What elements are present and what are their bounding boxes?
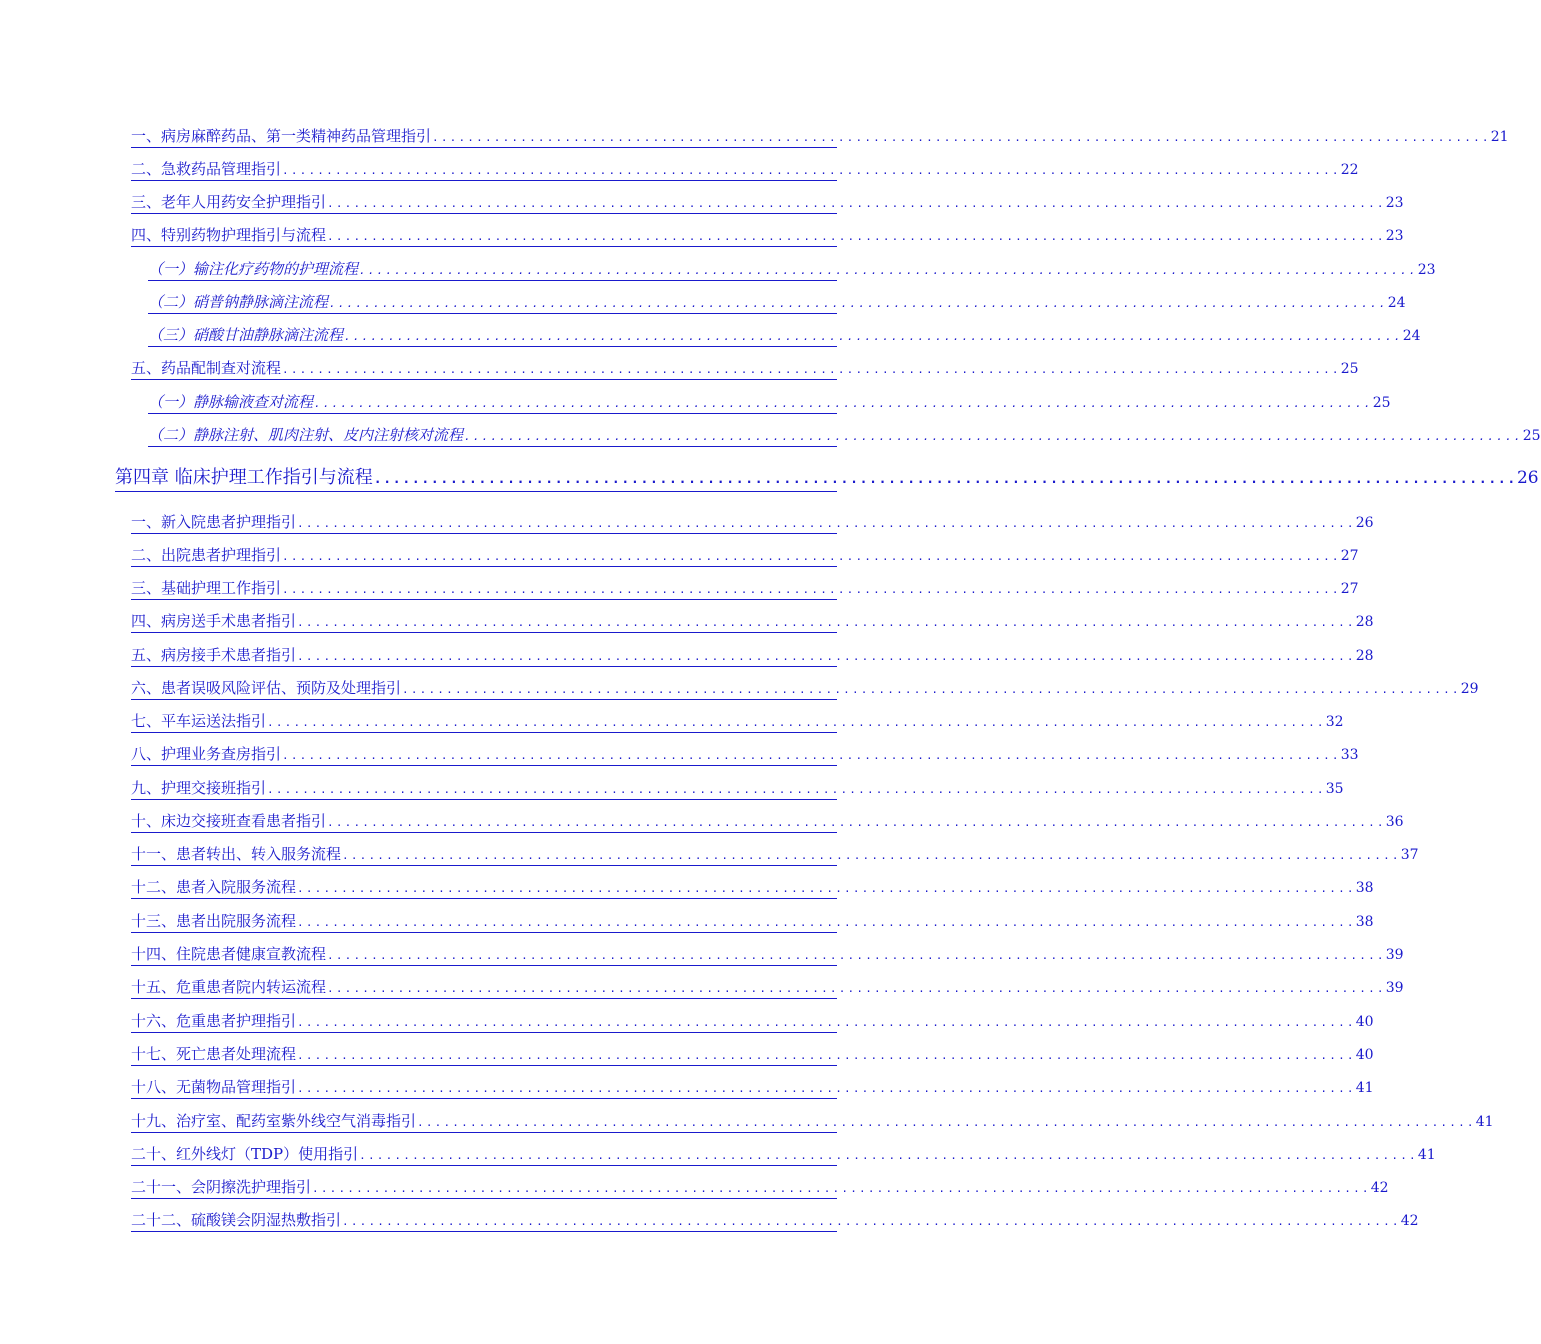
toc-leader-dots: ........................................................................................................................ xyxy=(297,916,1356,929)
toc-page-number: 23 xyxy=(1385,195,1404,211)
toc-entry[interactable] xyxy=(131,844,1419,866)
toc-leader-dots: ........................................................................................................................ xyxy=(267,716,1326,729)
toc-page-number: 39 xyxy=(1385,980,1404,996)
toc-page-number: 27 xyxy=(1340,548,1359,564)
toc-entry[interactable] xyxy=(148,392,1391,414)
toc-entry-title: （一）静脉输液查对流程 xyxy=(148,393,314,411)
toc-leader-dots: ........................................................................................................................ xyxy=(297,517,1356,530)
toc-page-number: 40 xyxy=(1355,1047,1374,1063)
toc-page-number: 42 xyxy=(1370,1180,1389,1196)
toc-entry-title: 九、护理交接班指引 xyxy=(131,779,267,797)
toc-page-number: 38 xyxy=(1355,914,1374,930)
toc-leader-dots: ........................................................................................................................ xyxy=(329,297,1388,310)
toc-entry-title: 八、护理业务查房指引 xyxy=(131,745,282,763)
toc-entry[interactable] xyxy=(131,611,1374,633)
toc-page-number: 22 xyxy=(1340,162,1359,178)
toc-page-number: 21 xyxy=(1490,129,1509,145)
toc-entry[interactable] xyxy=(131,744,1359,766)
toc-leader-dots: ........................................................................................................................ xyxy=(342,1215,1401,1228)
toc-entry[interactable] xyxy=(131,678,1479,700)
toc-entry-title: 五、药品配制查对流程 xyxy=(131,359,282,377)
toc-entry-title: 十四、住院患者健康宣教流程 xyxy=(131,945,327,963)
toc-page-number: 26 xyxy=(1355,515,1374,531)
toc-leader-dots: ........................................................................................................................ xyxy=(327,197,1386,210)
toc-entry-title: 一、病房麻醉药品、第一类精神药品管理指引 xyxy=(131,127,432,145)
toc-page-number: 33 xyxy=(1340,747,1359,763)
toc-entry-title: 十七、死亡患者处理流程 xyxy=(131,1045,297,1063)
toc-page-number: 25 xyxy=(1340,361,1359,377)
toc-page-number: 24 xyxy=(1387,295,1406,311)
toc-leader-dots: ........................................................................................................................ xyxy=(344,330,1403,343)
toc-page-number: 41 xyxy=(1417,1147,1436,1163)
toc-entry[interactable] xyxy=(148,292,1406,314)
toc-entry[interactable] xyxy=(131,778,1344,800)
toc-entry[interactable] xyxy=(131,645,1374,667)
toc-leader-dots: ........................................................................................................................ xyxy=(432,131,1491,144)
toc-entry[interactable] xyxy=(131,1177,1389,1199)
toc-entry[interactable] xyxy=(131,911,1374,933)
toc-leader-dots: ........................................................................................................................ xyxy=(359,264,1418,277)
toc-page-number: 42 xyxy=(1400,1213,1419,1229)
toc-leader-dots: ........................................................................................................................ xyxy=(373,472,1517,487)
toc-page-number: 25 xyxy=(1372,395,1391,411)
toc-entry-title: 六、患者误吸风险评估、预防及处理指引 xyxy=(131,679,402,697)
toc-entry-title: （三）硝酸甘油静脉滴注流程 xyxy=(148,326,344,344)
toc-entry[interactable] xyxy=(131,225,1404,247)
toc-entry[interactable] xyxy=(131,1077,1374,1099)
toc-entry[interactable] xyxy=(131,811,1404,833)
toc-page-number: 32 xyxy=(1325,714,1344,730)
toc-page-number: 28 xyxy=(1355,614,1374,630)
toc-leader-dots: ........................................................................................................................ xyxy=(282,749,1341,762)
toc-leader-dots: ........................................................................................................................ xyxy=(402,683,1461,696)
toc-leader-dots: ........................................................................................................................ xyxy=(342,849,1401,862)
toc-page-number: 23 xyxy=(1385,228,1404,244)
toc-leader-dots: ........................................................................................................................ xyxy=(282,550,1341,563)
toc-entry[interactable] xyxy=(131,358,1359,380)
toc-leader-dots: ........................................................................................................................ xyxy=(312,1182,1371,1195)
toc-leader-dots: ........................................................................................................................ xyxy=(464,430,1523,443)
toc-leader-dots: ........................................................................................................................ xyxy=(297,1016,1356,1029)
toc-entry[interactable] xyxy=(148,259,1436,281)
toc-page-number: 25 xyxy=(1522,428,1541,444)
toc-entry[interactable] xyxy=(131,711,1344,733)
toc-entry-title: 四、特别药物护理指引与流程 xyxy=(131,226,327,244)
toc-entry[interactable] xyxy=(131,977,1404,999)
toc-leader-dots: ........................................................................................................................ xyxy=(417,1116,1476,1129)
toc-page-number: 29 xyxy=(1460,681,1479,697)
toc-entry-title: 二十二、硫酸镁会阴湿热敷指引 xyxy=(131,1211,342,1229)
toc-entry-title: 十一、患者转出、转入服务流程 xyxy=(131,845,342,863)
toc-entry-title: 十六、危重患者护理指引 xyxy=(131,1012,297,1030)
toc-entry[interactable] xyxy=(148,325,1421,347)
toc-entry-title: （一）输注化疗药物的护理流程 xyxy=(148,260,359,278)
toc-page-number: 23 xyxy=(1417,262,1436,278)
toc-page-number: 40 xyxy=(1355,1014,1374,1030)
toc-entry[interactable] xyxy=(131,159,1359,181)
toc-entry-title: 十、床边交接班查看患者指引 xyxy=(131,812,327,830)
toc-entry-title: 十三、患者出院服务流程 xyxy=(131,912,297,930)
toc-entry-title: 二、出院患者护理指引 xyxy=(131,546,282,564)
toc-leader-dots: ........................................................................................................................ xyxy=(327,982,1386,995)
toc-leader-dots: ........................................................................................................................ xyxy=(327,816,1386,829)
toc-leader-dots: ........................................................................................................................ xyxy=(297,616,1356,629)
toc-entry[interactable] xyxy=(131,1044,1374,1066)
toc-page-number: 26 xyxy=(1516,468,1539,488)
toc-entry-title: 十八、无菌物品管理指引 xyxy=(131,1078,297,1096)
toc-leader-dots: ........................................................................................................................ xyxy=(297,650,1356,663)
toc-leader-dots: ........................................................................................................................ xyxy=(297,1082,1356,1095)
toc-entry[interactable] xyxy=(131,578,1359,600)
toc-page-number: 24 xyxy=(1402,328,1421,344)
toc-leader-dots: ........................................................................................................................ xyxy=(314,397,1373,410)
toc-page-number: 36 xyxy=(1385,814,1404,830)
toc-entry[interactable] xyxy=(131,512,1374,534)
toc-entry[interactable] xyxy=(131,192,1404,214)
toc-entry-title: 十五、危重患者院内转运流程 xyxy=(131,978,327,996)
toc-entry-title: 二、急救药品管理指引 xyxy=(131,160,282,178)
toc-entry-title: 二十一、会阴擦洗护理指引 xyxy=(131,1178,312,1196)
toc-leader-dots: ........................................................................................................................ xyxy=(282,363,1341,376)
toc-entry-title: 四、病房送手术患者指引 xyxy=(131,612,297,630)
toc-entry-title: 三、基础护理工作指引 xyxy=(131,579,282,597)
toc-leader-dots: ........................................................................................................................ xyxy=(282,583,1341,596)
toc-leader-dots: ........................................................................................................................ xyxy=(327,949,1386,962)
toc-page-number: 35 xyxy=(1325,781,1344,797)
toc-entry-title: 第四章 临床护理工作指引与流程 xyxy=(115,467,373,488)
toc-page-number: 38 xyxy=(1355,880,1374,896)
toc-entry-title: （二）静脉注射、肌肉注射、皮内注射核对流程 xyxy=(148,426,464,444)
toc-page-number: 37 xyxy=(1400,847,1419,863)
toc-leader-dots: ........................................................................................................................ xyxy=(267,783,1326,796)
toc-entry[interactable] xyxy=(131,545,1359,567)
toc-entry[interactable] xyxy=(131,1111,1494,1133)
toc-entry-title: 五、病房接手术患者指引 xyxy=(131,646,297,664)
toc-page-number: 39 xyxy=(1385,947,1404,963)
toc-leader-dots: ........................................................................................................................ xyxy=(359,1149,1418,1162)
toc-entry-title: 二十、红外线灯（TDP）使用指引 xyxy=(131,1145,359,1163)
toc-entry[interactable] xyxy=(131,944,1404,966)
toc-leader-dots: ........................................................................................................................ xyxy=(282,164,1341,177)
toc-leader-dots: ........................................................................................................................ xyxy=(297,882,1356,895)
toc-entry-title: （二）硝普钠静脉滴注流程 xyxy=(148,293,329,311)
toc-entry-title: 一、新入院患者护理指引 xyxy=(131,513,297,531)
toc-entry-title: 三、老年人用药安全护理指引 xyxy=(131,193,327,211)
toc-entry[interactable] xyxy=(131,126,1509,148)
toc-entry[interactable] xyxy=(148,425,1541,447)
toc-page-number: 41 xyxy=(1475,1114,1494,1130)
toc-entry[interactable] xyxy=(131,1011,1374,1033)
toc-entry[interactable] xyxy=(131,1144,1436,1166)
toc-entry-title: 十九、治疗室、配药室紫外线空气消毒指引 xyxy=(131,1112,417,1130)
toc-chapter-entry[interactable] xyxy=(115,466,1539,492)
toc-leader-dots: ........................................................................................................................ xyxy=(327,230,1386,243)
toc-page-number: 41 xyxy=(1355,1080,1374,1096)
toc-entry[interactable] xyxy=(131,1210,1419,1232)
toc-entry[interactable] xyxy=(131,877,1374,899)
toc-page-number: 27 xyxy=(1340,581,1359,597)
toc-page-number: 28 xyxy=(1355,648,1374,664)
toc-leader-dots: ........................................................................................................................ xyxy=(297,1049,1356,1062)
toc-entry-title: 十二、患者入院服务流程 xyxy=(131,878,297,896)
toc-entry-title: 七、平车运送法指引 xyxy=(131,712,267,730)
